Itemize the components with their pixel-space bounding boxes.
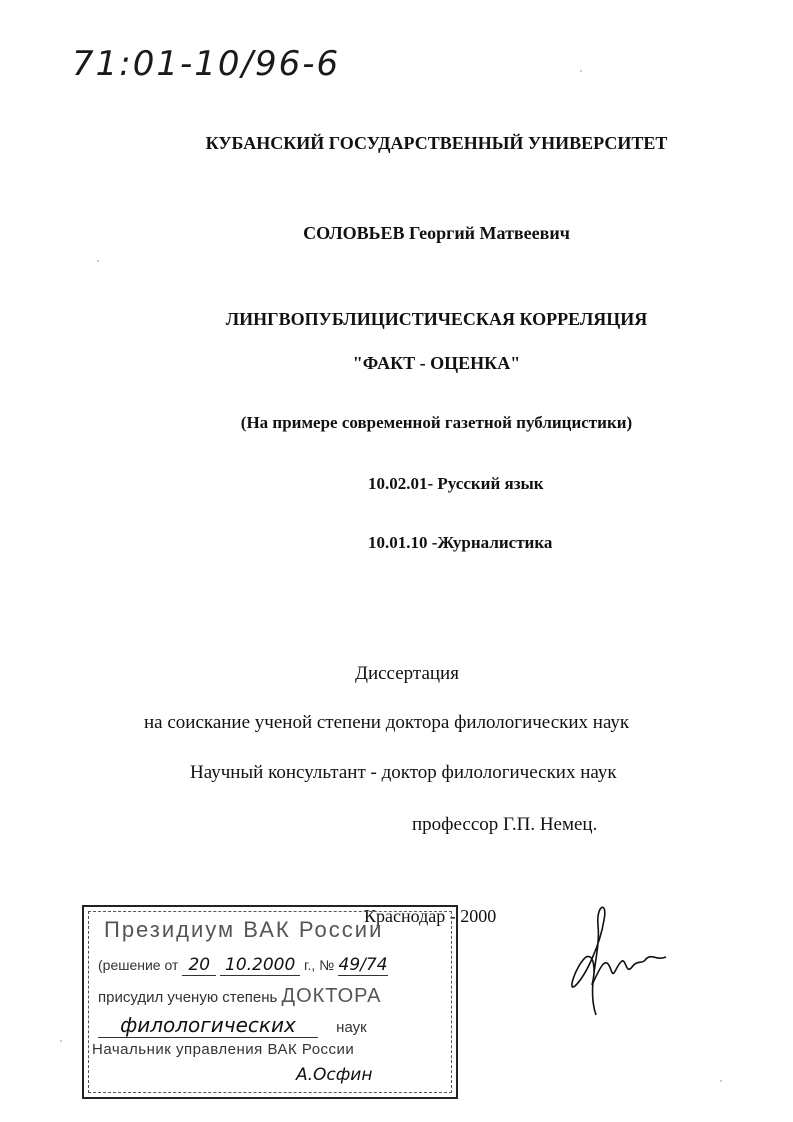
archive-number: 71:01-10/96-6 bbox=[72, 44, 341, 84]
vak-approval-stamp bbox=[82, 905, 458, 1099]
degree-word: ДОКТОРА bbox=[281, 985, 382, 1007]
decision-date: 10.2000 bbox=[220, 955, 300, 976]
subtitle: (На примере современной газетной публицистики) bbox=[240, 413, 633, 432]
author-signature bbox=[556, 895, 676, 1025]
specialty-1: 10.02.01- Русский язык bbox=[368, 474, 544, 493]
decision-mid: г., № bbox=[304, 957, 335, 973]
place-year: Краснодар - 2000 bbox=[364, 906, 497, 926]
university-name: КУБАНСКИЙ ГОСУДАРСТВЕННЫЙ УНИВЕРСИТЕТ bbox=[205, 133, 668, 153]
decision-prefix: (решение от bbox=[98, 957, 179, 973]
stamp-head-line: Начальник управления ВАК России bbox=[92, 1041, 355, 1058]
field-suffix: наук bbox=[336, 1019, 367, 1036]
decision-day: 20 bbox=[182, 955, 216, 976]
advisor-line-2: профессор Г.П. Немец. bbox=[412, 814, 598, 835]
awarded-text: присудил ученую степень bbox=[98, 989, 278, 1006]
specialty-2: 10.01.10 -Журналистика bbox=[368, 533, 553, 552]
title-line-1: ЛИНГВОПУБЛИЦИСТИЧЕСКАЯ КОРРЕЛЯЦИЯ bbox=[225, 309, 648, 329]
title-line-2: "ФАКТ - ОЦЕНКА" bbox=[352, 353, 521, 373]
author-name: СОЛОВЬЕВ Георгий Матвеевич bbox=[303, 223, 570, 243]
stamp-awarded-line bbox=[98, 985, 382, 1008]
field-handwritten: филологических bbox=[98, 1013, 318, 1038]
decision-number: 49/74 bbox=[338, 955, 388, 975]
document-type: Диссертация bbox=[355, 663, 459, 684]
stamp-decision-line bbox=[98, 955, 388, 976]
advisor-line-1: Научный консультант - доктор филологических наук bbox=[190, 762, 617, 783]
degree-line: на соискание ученой степени доктора филологических наук bbox=[144, 712, 630, 733]
stamp-field-line bbox=[98, 1013, 367, 1038]
stamp-header: Президиум ВАК России bbox=[104, 917, 384, 942]
stamp-head-signature: А.Осфин bbox=[296, 1065, 373, 1085]
